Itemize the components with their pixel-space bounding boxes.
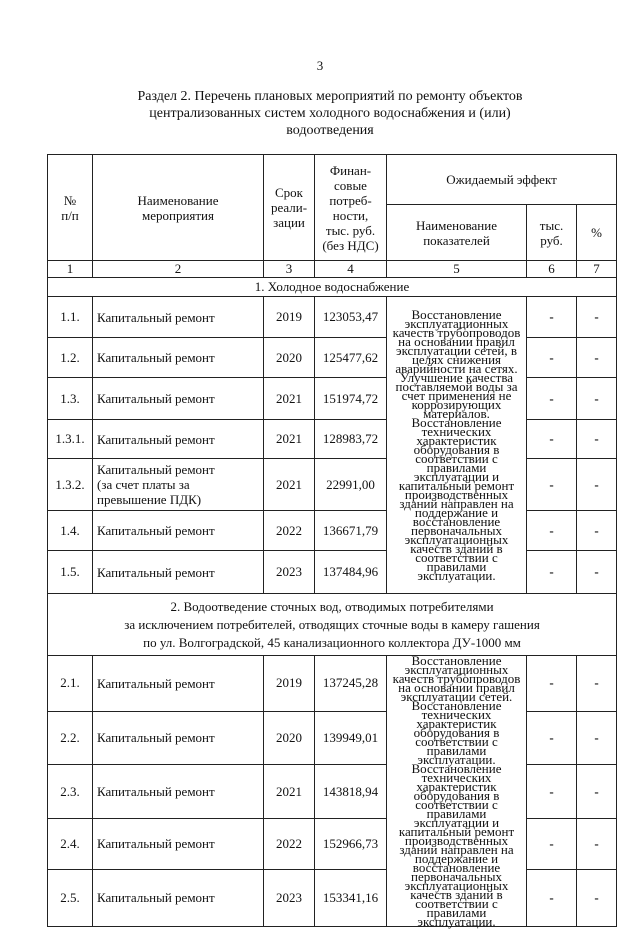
row-number: 2.4.	[48, 819, 93, 869]
financial-need: 123053,47	[315, 297, 387, 338]
implementation-year: 2021	[264, 378, 315, 420]
row-number: 1.3.	[48, 378, 93, 420]
effect-thousand-rub: -	[527, 551, 577, 594]
financial-need: 136671,79	[315, 511, 387, 551]
effect-percent: -	[577, 869, 617, 926]
implementation-year: 2020	[264, 711, 315, 765]
financial-need: 137484,96	[315, 551, 387, 594]
row-number: 2.2.	[48, 711, 93, 765]
financial-need: 137245,28	[315, 656, 387, 712]
row-number: 2.3.	[48, 765, 93, 819]
financial-need: 153341,16	[315, 869, 387, 926]
financial-need: 125477,62	[315, 338, 387, 378]
effect-thousand-rub: -	[527, 869, 577, 926]
effect-percent: -	[577, 656, 617, 712]
measure-name	[93, 656, 264, 712]
measure-name-line: Капитальный ремонт	[97, 350, 215, 365]
header-name: Наименование мероприятия	[93, 155, 264, 261]
header-percent: %	[577, 205, 617, 261]
effect-percent: -	[577, 551, 617, 594]
column-number: 6	[527, 261, 577, 278]
section-title-row	[48, 594, 617, 656]
row-number: 1.3.1.	[48, 420, 93, 459]
measure-name-line: Капитальный ремонт	[97, 784, 215, 800]
implementation-year: 2019	[264, 297, 315, 338]
implementation-year: 2022	[264, 511, 315, 551]
table-row	[48, 511, 617, 551]
expected-effect-description: Восстановление эксплуатационных качеств трубопроводов на основании правил эксплуатации сетей. Восстановление технических характеристик оборудования в соответствии с правилами эксплуатации. Восстановление технических характеристик оборудования в соответствии с правилами эксплуатации и капитальный ремонт производственных зданий направлен на поддержание и восстановление первоначальных эксплуатационных качеств зданий в соответствии с правилами эксплуатации.	[387, 656, 527, 927]
column-number: 5	[387, 261, 527, 278]
effect-thousand-rub: -	[527, 819, 577, 869]
measure-name-line: Капитальный ремонт	[97, 391, 215, 406]
plan-table	[47, 154, 617, 927]
measure-name-line: Капитальный ремонт	[97, 675, 215, 691]
header-finance: Финан- совые потреб- ности, тыс. руб. (без НДС)	[315, 155, 387, 261]
implementation-year: 2021	[264, 765, 315, 819]
measure-name	[93, 869, 264, 926]
table-row	[48, 459, 617, 511]
table-row	[48, 765, 617, 819]
header-term: Срок реали- зации	[264, 155, 315, 261]
measure-name-line: Капитальный ремонт	[97, 309, 215, 325]
column-number: 1	[48, 261, 93, 278]
column-number: 4	[315, 261, 387, 278]
measure-name-line: Капитальный ремонт	[97, 730, 215, 746]
expected-effect-description: Восстановление эксплуатационных качеств трубопроводов на основании правил эксплуатации сетей, в целях снижения аварийности на сетях. Улучшение качества поставляемой воды за счет применения не коррозирующих материалов. Восстановление технических характеристик оборудования в соответствии с правилами эксплуатации и капитальный ремонт производственных зданий направлен на поддержание и восстановление первоначальных эксплуатационных качеств зданий в соответствии с правилами эксплуатации.	[387, 297, 527, 594]
effect-thousand-rub: -	[527, 297, 577, 338]
measure-name	[93, 297, 264, 338]
section-2-title-line: по ул. Волгоградской, 45 канализационного коллектора ДУ-1000 мм	[143, 634, 521, 650]
financial-need: 152966,73	[315, 819, 387, 869]
effect-percent: -	[577, 819, 617, 869]
financial-need: 128983,72	[315, 420, 387, 459]
row-number: 1.1.	[48, 297, 93, 338]
table-row	[48, 656, 617, 712]
header-row	[48, 155, 617, 205]
table-row	[48, 869, 617, 926]
implementation-year: 2020	[264, 338, 315, 378]
header-effect-group: Ожидаемый эффект	[387, 155, 617, 205]
measure-name-line: (за счет платы за	[97, 477, 190, 492]
measure-name-line: превышение ПДК)	[97, 492, 202, 507]
implementation-year: 2023	[264, 551, 315, 594]
effect-percent: -	[577, 338, 617, 378]
measure-name-line: Капитальный ремонт	[97, 890, 215, 906]
effect-thousand-rub: -	[527, 656, 577, 712]
measure-name	[93, 378, 264, 420]
table-row	[48, 819, 617, 869]
table-row	[48, 551, 617, 594]
measure-name	[93, 338, 264, 378]
table-row	[48, 297, 617, 338]
effect-thousand-rub: -	[527, 378, 577, 420]
heading-line: централизованных систем холодного водоснабжения и (или)	[149, 106, 511, 121]
measure-name-line: Капитальный ремонт	[97, 564, 215, 580]
effect-percent: -	[577, 711, 617, 765]
row-number: 2.5.	[48, 869, 93, 926]
measure-name-line: Капитальный ремонт	[97, 836, 215, 852]
financial-need: 139949,01	[315, 711, 387, 765]
implementation-year: 2021	[264, 459, 315, 511]
effect-percent: -	[577, 420, 617, 459]
heading-line: Раздел 2. Перечень плановых мероприятий по ремонту объектов	[137, 89, 523, 104]
table-row	[48, 378, 617, 420]
row-number: 2.1.	[48, 656, 93, 712]
effect-percent: -	[577, 765, 617, 819]
header-num: № п/п	[48, 155, 93, 261]
effect-thousand-rub: -	[527, 459, 577, 511]
section-2-title	[48, 594, 617, 656]
financial-need: 22991,00	[315, 459, 387, 511]
effect-thousand-rub: -	[527, 420, 577, 459]
row-number: 1.2.	[48, 338, 93, 378]
section-2-title-line: 2. Водоотведение сточных вод, отводимых потребителями	[170, 598, 494, 614]
section-2-title-line: за исключением потребителей, отводящих сточные воды в камеру гашения	[124, 616, 540, 632]
implementation-year: 2022	[264, 819, 315, 869]
column-number: 7	[577, 261, 617, 278]
row-number: 1.5.	[48, 551, 93, 594]
table-row	[48, 711, 617, 765]
implementation-year: 2023	[264, 869, 315, 926]
section-1-title: 1. Холодное водоснабжение	[48, 278, 617, 297]
column-number-row	[48, 261, 617, 278]
effect-percent: -	[577, 459, 617, 511]
effect-thousand-rub: -	[527, 338, 577, 378]
column-number: 3	[264, 261, 315, 278]
heading-line: водоотведения	[286, 123, 374, 138]
financial-need: 143818,94	[315, 765, 387, 819]
table-row	[48, 420, 617, 459]
section-title-row	[48, 278, 617, 297]
measure-name	[93, 420, 264, 459]
measure-name	[93, 459, 264, 511]
effect-thousand-rub: -	[527, 765, 577, 819]
effect-percent: -	[577, 511, 617, 551]
page-number: 3	[316, 58, 324, 73]
implementation-year: 2019	[264, 656, 315, 712]
financial-need: 151974,72	[315, 378, 387, 420]
measure-name-line: Капитальный ремонт	[97, 431, 215, 447]
header-thousand-rub: тыс. руб.	[527, 205, 577, 261]
section-heading	[110, 88, 550, 139]
effect-thousand-rub: -	[527, 511, 577, 551]
measure-name	[93, 765, 264, 819]
row-number: 1.3.2.	[48, 459, 93, 511]
measure-name-line: Капитальный ремонт	[97, 523, 215, 538]
implementation-year: 2021	[264, 420, 315, 459]
effect-percent: -	[577, 378, 617, 420]
header-indicator-name: Наименование показателей	[387, 205, 527, 261]
column-number: 2	[93, 261, 264, 278]
measure-name	[93, 551, 264, 594]
table-row	[48, 338, 617, 378]
measure-name	[93, 819, 264, 869]
measure-name-line: Капитальный ремонт	[97, 462, 215, 477]
effect-percent: -	[577, 297, 617, 338]
row-number: 1.4.	[48, 511, 93, 551]
effect-thousand-rub: -	[527, 711, 577, 765]
measure-name	[93, 511, 264, 551]
measure-name	[93, 711, 264, 765]
